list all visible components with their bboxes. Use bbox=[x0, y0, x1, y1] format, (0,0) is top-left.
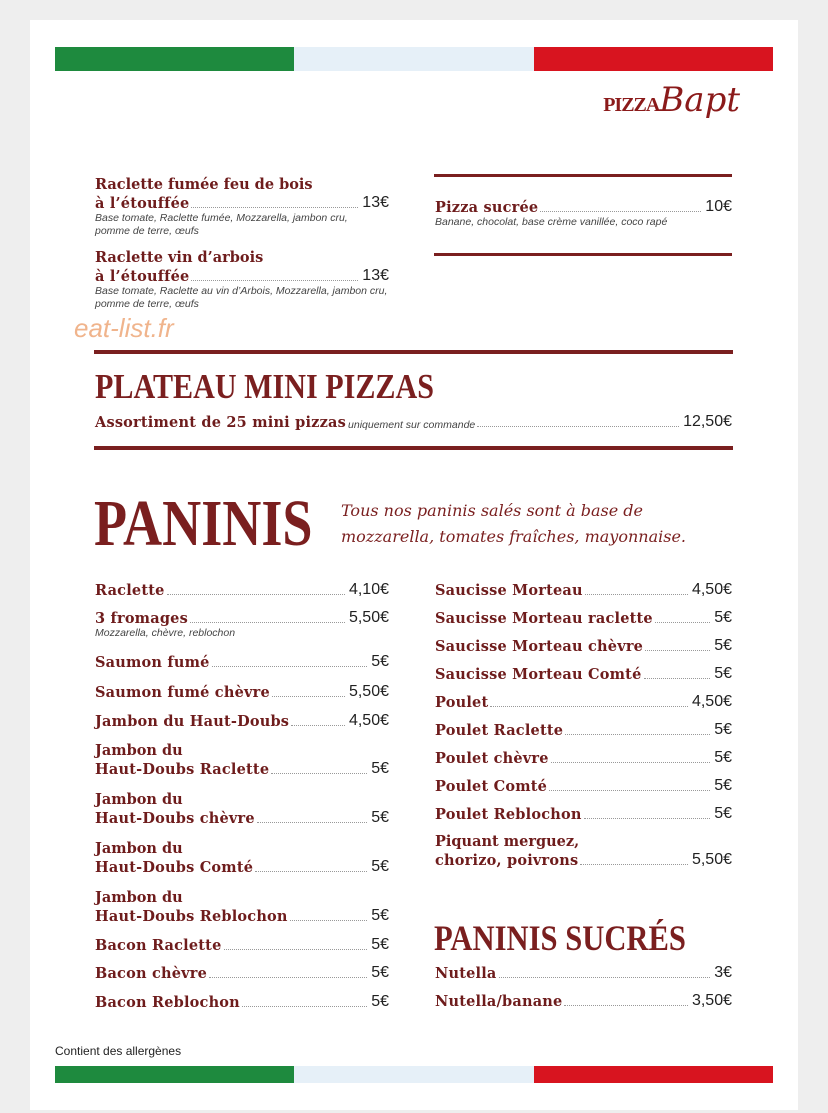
list-item: Jambon du Haut-Doubs Raclette 5€ bbox=[95, 742, 389, 778]
list-item: Jambon du Haut-Doubs 4,50€ bbox=[95, 712, 389, 730]
section-heading-plateau: PLATEAU MINI PIZZAS bbox=[95, 367, 434, 406]
list-item: Poulet Raclette 5€ bbox=[435, 721, 732, 739]
divider bbox=[434, 253, 732, 256]
list-item: Saucisse Morteau chèvre 5€ bbox=[435, 637, 732, 655]
list-item: Saucisse Morteau Comté 5€ bbox=[435, 665, 732, 683]
item-name: à l’étouffée bbox=[95, 268, 190, 285]
item-price: 13€ bbox=[362, 194, 389, 211]
list-item: Bacon Raclette 5€ bbox=[95, 936, 389, 954]
menu-item-raclette-vin: Raclette vin d’arbois à l’étouffée 13€ Base tomate, Raclette au vin d’Arbois, Mozzarella, jambon cru, pomme de terre, œufs bbox=[95, 249, 389, 310]
divider bbox=[434, 174, 732, 177]
list-item: Saucisse Morteau 4,50€ bbox=[435, 581, 732, 599]
list-item: Nutella 3€ bbox=[435, 964, 732, 982]
menu-item-raclette-fumee: Raclette fumée feu de bois à l’étouffée 13€ Base tomate, Raclette fumée, Mozzarella, jambon cru, pomme de terre, œufs bbox=[95, 176, 389, 237]
item-name: Pizza sucrée bbox=[435, 199, 539, 216]
paninis-intro: Tous nos paninis salés sont à base de mozzarella, tomates fraîches, mayonnaise. bbox=[341, 501, 686, 546]
list-item: Saumon fumé chèvre 5,50€ bbox=[95, 683, 389, 701]
list-item: Raclette 4,10€ bbox=[95, 581, 389, 599]
list-item: Jambon du Haut-Doubs chèvre 5€ bbox=[95, 791, 389, 827]
logo-bapt: Bapt bbox=[659, 80, 740, 120]
item-name: Assortiment de 25 mini pizzas bbox=[95, 414, 347, 431]
menu-item-pizza-sucree: Pizza sucrée 10€ Banane, chocolat, base crème vanillée, coco rapé bbox=[435, 198, 732, 228]
list-item: Poulet chèvre 5€ bbox=[435, 749, 732, 767]
item-price: 13€ bbox=[362, 267, 389, 284]
italian-flag-top bbox=[55, 47, 773, 71]
list-item: 3 fromages 5,50€ Mozzarella, chèvre, reblochon bbox=[95, 609, 389, 639]
watermark: eat-list.fr bbox=[74, 313, 174, 343]
list-item: Poulet 4,50€ bbox=[435, 693, 732, 711]
item-price: 10€ bbox=[705, 198, 732, 215]
brand-logo bbox=[603, 80, 740, 120]
divider bbox=[94, 446, 733, 450]
list-item: Saucisse Morteau raclette 5€ bbox=[435, 609, 732, 627]
item-price: 12,50€ bbox=[683, 413, 732, 430]
list-item: Jambon du Haut-Doubs Comté 5€ bbox=[95, 840, 389, 876]
italian-flag-bottom bbox=[55, 1066, 773, 1083]
list-item: Saumon fumé 5€ bbox=[95, 653, 389, 671]
list-item: Jambon du Haut-Doubs Reblochon 5€ bbox=[95, 889, 389, 925]
section-heading-paninis-sucres: PANINIS SUCRÉS bbox=[434, 918, 686, 958]
divider bbox=[94, 350, 733, 354]
menu-page bbox=[30, 20, 798, 1110]
list-item: Bacon Reblochon 5€ bbox=[95, 993, 389, 1011]
item-name: à l’étouffée bbox=[95, 195, 190, 212]
list-item: Poulet Reblochon 5€ bbox=[435, 805, 732, 823]
list-item: Bacon chèvre 5€ bbox=[95, 964, 389, 982]
allergens-note: Contient des allergènes bbox=[55, 1044, 182, 1058]
logo-pizza: PIZZA bbox=[603, 94, 660, 116]
section-heading-paninis: PANINIS bbox=[94, 487, 313, 560]
item-note: uniquement sur commande bbox=[348, 419, 476, 431]
list-item: Piquant merguez, chorizo, poivrons 5,50€ bbox=[435, 833, 732, 869]
menu-item-plateau bbox=[95, 413, 732, 431]
list-item: Poulet Comté 5€ bbox=[435, 777, 732, 795]
list-item: Nutella/banane 3,50€ bbox=[435, 992, 732, 1010]
